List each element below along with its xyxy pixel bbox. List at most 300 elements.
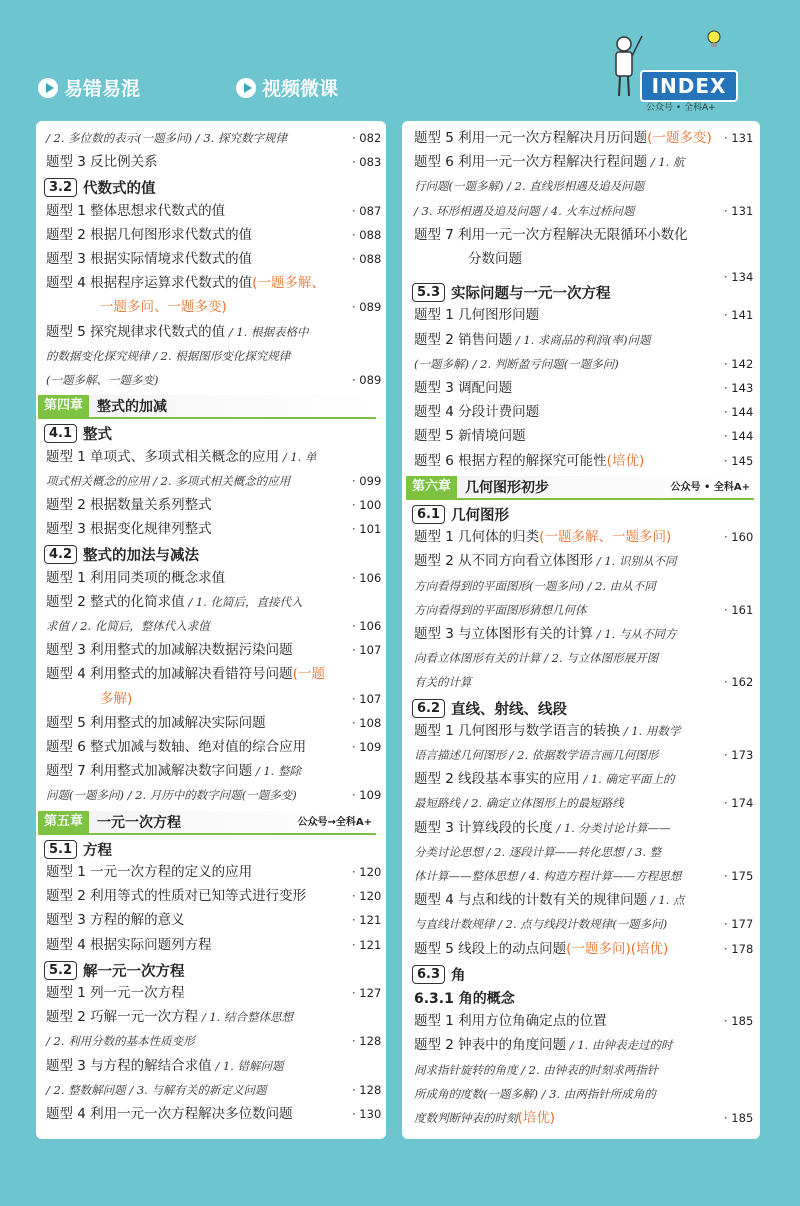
item-detail: 度数判断钟表的时刻 — [414, 1111, 518, 1125]
item-label: 题型 4 — [46, 275, 91, 292]
header-bar — [0, 0, 800, 113]
item-label: 题型 6 — [46, 739, 91, 755]
toc-item[interactable] — [46, 1102, 293, 1126]
item-title: 单项式、多项式相关概念的应用 — [90, 448, 280, 465]
item-title: 分段计费问题 — [458, 404, 540, 421]
item-tag: (培优) — [517, 1110, 556, 1126]
page-number: · 121 — [352, 937, 382, 952]
item-label: 题型 5 — [46, 714, 91, 731]
toc-item[interactable] — [414, 376, 512, 400]
item-detail: 行问题 — [414, 179, 449, 194]
item-title: 利用一元一次方程解决多位数问题 — [90, 1106, 293, 1122]
page-number: · 141 — [724, 308, 754, 323]
section-number: 4.2 — [44, 545, 77, 564]
toc-item-cont[interactable] — [414, 791, 624, 815]
item-title: 根据程序运算求代数式的值 — [90, 275, 253, 292]
toc-item-cont[interactable] — [414, 743, 658, 767]
item-detail: 与直线计数规律 / 2. 点与线段计数规律 — [414, 917, 613, 932]
toc-item[interactable] — [414, 549, 677, 573]
item-detail: 向看立体图形有关的计算 / 2. 与立体图形展开图 — [414, 651, 659, 666]
section-title: 直线、射线、线段 — [451, 701, 568, 718]
toc-item-cont[interactable] — [46, 1029, 195, 1053]
subsection-heading[interactable]: 6.3.1 角的概念 — [414, 991, 515, 1007]
section-title: 整式 — [83, 427, 113, 444]
item-title: 分数问题 — [468, 251, 522, 267]
index-badge: INDEX — [640, 70, 738, 102]
toc-item[interactable] — [414, 1033, 672, 1057]
item-label: 题型 3 — [46, 912, 91, 929]
item-detail: / 1. 化简后，直接代入 — [184, 594, 303, 609]
toc-item-cont[interactable] — [414, 670, 472, 694]
item-label: 题型 2 — [46, 226, 91, 243]
item-title: 与方程的解结合求值 — [90, 1057, 212, 1074]
toc-item-cont[interactable] — [414, 1106, 555, 1130]
chapter-badge: 第四章 — [38, 395, 89, 417]
toc-item-cont[interactable] — [100, 687, 132, 711]
page-number: · 145 — [724, 453, 754, 468]
chapter-underline — [406, 498, 754, 500]
toc-item-cont[interactable] — [46, 1078, 266, 1102]
item-tag: (一题多解、一题多变) — [46, 373, 159, 387]
section-heading[interactable] — [412, 698, 567, 719]
item-title: 根据实际问题列方程 — [90, 936, 212, 953]
item-title: 利用整式加减解决数字问题 — [90, 763, 253, 780]
chapter-heading[interactable] — [38, 811, 376, 833]
item-title: 几何体的归类 — [458, 529, 540, 546]
page-number: · 185 — [724, 1014, 754, 1029]
toc-item[interactable] — [414, 126, 712, 150]
item-tag: (一题多解) — [483, 1086, 538, 1101]
item-label: 题型 3 — [414, 819, 459, 836]
page-number: · 178 — [724, 941, 754, 956]
item-label: 题型 7 — [414, 226, 459, 243]
item-title: 新情境问题 — [458, 428, 526, 445]
toc-item[interactable] — [46, 638, 293, 662]
item-title: 几何图形问题 — [458, 307, 540, 324]
toc-item-cont[interactable] — [46, 783, 297, 807]
item-detail: / 1. 由钟表走过的时 — [566, 1038, 673, 1053]
page-number: · 128 — [352, 1034, 382, 1049]
item-label: 题型 5 — [414, 428, 459, 445]
toc-item[interactable] — [414, 328, 650, 352]
section-number: 5.1 — [44, 840, 77, 859]
item-title: 与立体图形有关的计算 — [458, 626, 594, 642]
page-number: · 185 — [724, 1111, 754, 1125]
item-title: 根据方程的解探究可能性 — [458, 452, 607, 469]
item-title: 根据变化规律列整式 — [90, 521, 212, 538]
tag-errors[interactable] — [38, 74, 140, 101]
section-heading[interactable] — [412, 504, 509, 525]
item-tag: (一题多变) — [647, 130, 712, 146]
toc-item[interactable] — [46, 908, 185, 932]
page-number: · 162 — [724, 675, 754, 690]
toc-item[interactable] — [46, 150, 158, 174]
section-title: 整式的加法与减法 — [83, 548, 200, 565]
item-label: 题型 1 — [414, 722, 459, 739]
page-number: · 082 — [352, 131, 382, 145]
tag-video-label: 视频微课 — [262, 78, 339, 100]
item-tag: (一题多解、 — [252, 275, 325, 292]
section-heading[interactable] — [44, 839, 112, 860]
page-number: · 134 — [724, 270, 754, 285]
toc-item[interactable] — [46, 271, 325, 295]
page-number: · 088 — [352, 252, 382, 266]
item-label: 题型 2 — [46, 497, 91, 513]
page-number: · 128 — [352, 1082, 382, 1097]
toc-item-cont[interactable] — [414, 199, 634, 223]
item-label: 题型 1 — [414, 1013, 459, 1030]
toc-item[interactable] — [46, 981, 185, 1005]
item-label: 题型 2 — [46, 888, 91, 905]
item-title: 与点和线的计数有关的规律问题 — [458, 892, 648, 909]
page-number: · 106 — [352, 570, 382, 585]
section-title: 解一元一次方程 — [83, 963, 185, 980]
item-label: 题型 3 — [46, 154, 91, 171]
toc-item[interactable] — [414, 449, 644, 473]
toc-item-cont[interactable] — [46, 368, 158, 392]
page-number: · 130 — [352, 1107, 382, 1121]
item-title: 整体思想求代数式的值 — [90, 202, 226, 219]
page-number: · 108 — [352, 715, 382, 730]
toc-item[interactable] — [414, 622, 677, 646]
item-label: 题型 1 — [46, 448, 91, 465]
page-number: · 177 — [724, 917, 754, 932]
item-label: 题型 1 — [46, 202, 91, 219]
item-title: 利用整式的加减解决看错符号问题 — [90, 666, 293, 683]
item-label: 题型 4 — [46, 666, 91, 683]
item-label: 题型 5 — [414, 130, 459, 146]
page-number: · 127 — [352, 986, 382, 1000]
item-title: 一元一次方程的定义的应用 — [90, 864, 253, 880]
item-detail: / 2. 判断盈亏问题 — [468, 356, 564, 371]
toc-item[interactable] — [46, 759, 301, 783]
item-detail: 体计算——整体思想 / 4. 构造方程计算——方程思想 — [414, 869, 682, 883]
item-detail: / 1. 与从不同方 — [593, 627, 677, 641]
toc-item[interactable] — [46, 884, 306, 908]
item-label: 题型 1 — [414, 529, 459, 546]
chapter-aside: 公众号→全科A+ — [297, 816, 372, 828]
toc-item[interactable] — [46, 933, 212, 957]
item-detail: 所成角的度数 — [414, 1086, 483, 1101]
toc-item-cont[interactable] — [414, 598, 587, 622]
item-title: 利用方位角确定点的位置 — [458, 1013, 607, 1030]
item-detail: 分类讨论思想 / 2. 逐段计算——转化思想 / 3. 整 — [414, 844, 662, 859]
toc-item-cont[interactable] — [414, 1058, 658, 1082]
item-label: 题型 2 — [414, 331, 459, 348]
toc-item-cont[interactable] — [100, 295, 227, 319]
page-number: · 121 — [352, 913, 382, 928]
page-number: · 173 — [724, 748, 754, 762]
toc-item[interactable] — [46, 735, 306, 759]
toc-item[interactable] — [46, 1054, 284, 1078]
item-tag: (一题多解) — [448, 179, 504, 194]
index-subtitle: 公众号 • 全科A+ — [646, 103, 716, 113]
item-tag: (一题多问) — [69, 788, 124, 803]
item-title: 利用一元一次方程解决月历问题 — [458, 130, 648, 146]
page-number: · 099 — [352, 473, 382, 488]
item-tag: (一题多问) — [612, 917, 668, 932]
page-number: · 144 — [724, 405, 754, 420]
item-label: 题型 2 — [414, 1037, 459, 1054]
item-label: 题型 3 — [46, 521, 91, 538]
tag-video[interactable] — [236, 74, 338, 101]
item-detail: / 1. 分类讨论计算—— — [552, 820, 671, 835]
toc-item-cont[interactable] — [414, 646, 658, 670]
item-detail: / 2. 整数解问题 / 3. 与解有关的新定义问题 — [46, 1082, 267, 1097]
toc-item[interactable] — [46, 662, 325, 686]
item-tag: (一题多解、一题多问) — [539, 529, 672, 546]
toc-item[interactable] — [414, 719, 681, 743]
toc-item[interactable] — [414, 767, 674, 791]
toc-item[interactable] — [414, 525, 671, 549]
item-detail: 项式相关概念的应用 / 2. 多项式相关概念的应用 — [46, 473, 291, 488]
item-detail: 的数据变化探究规律 / 2. 根据图形变化探究规律 — [46, 348, 291, 363]
page-number: · 131 — [724, 203, 754, 218]
page-number: · 175 — [724, 869, 754, 883]
section-number: 4.1 — [44, 424, 77, 443]
toc-item-cont[interactable] — [46, 469, 290, 493]
toc-item-cont[interactable] — [46, 344, 290, 368]
toc-item-cont[interactable] — [414, 1082, 656, 1106]
section-heading[interactable] — [44, 544, 199, 565]
item-detail: / 1. 点 — [647, 893, 685, 908]
section-title: 实际问题与一元一次方程 — [451, 286, 611, 303]
tag-errors-label: 易错易混 — [64, 78, 141, 100]
item-tag: (一题多问) — [529, 578, 584, 593]
item-detail: / 2. 由从不同 — [583, 578, 656, 593]
item-detail: / 1. 航 — [647, 155, 685, 170]
item-tag: (一题多问) — [137, 131, 193, 145]
section-number: 3.2 — [44, 178, 77, 197]
item-title: 方程的解的意义 — [90, 912, 185, 929]
chapter-heading[interactable] — [406, 476, 754, 498]
section-number: 5.3 — [412, 283, 445, 302]
toc-item[interactable] — [46, 247, 252, 271]
toc-item[interactable] — [414, 816, 670, 840]
section-title: 几何图形 — [451, 508, 510, 524]
page-number: · 088 — [352, 227, 382, 242]
item-detail: / 3. 环形相遇及追及问题 / 4. 火车过桥问题 — [414, 203, 635, 218]
item-tag: (一题多问)(培优) — [566, 940, 669, 957]
item-title: 利用等式的性质对已知等式进行变形 — [90, 888, 307, 905]
toc-item[interactable] — [46, 517, 212, 541]
section-number: 6.3 — [412, 965, 445, 984]
toc-item[interactable] — [46, 493, 212, 517]
toc-item[interactable] — [414, 303, 539, 327]
item-title: 利用同类项的概念求值 — [90, 569, 226, 586]
toc-item[interactable] — [46, 445, 317, 469]
page-number: · 083 — [352, 155, 382, 170]
item-detail: 语言描述几何图形 / 2. 依据数学语言画几何图形 — [414, 748, 659, 762]
page-number: · 107 — [352, 643, 382, 658]
page-number: · 087 — [352, 203, 382, 218]
section-heading[interactable] — [412, 282, 611, 303]
section-title: 角 — [451, 967, 466, 984]
item-title: 利用一元一次方程解决行程问题 — [458, 154, 648, 171]
item-label: 题型 2 — [46, 1009, 91, 1026]
item-title: 利用一元一次方程解决无限循环小数化 — [458, 226, 688, 243]
toc-item-cont[interactable] — [414, 352, 619, 376]
item-detail: / 2. 利用分数的基本性质变形 — [46, 1034, 195, 1049]
item-title: 反比例关系 — [90, 154, 158, 171]
toc-item[interactable] — [46, 860, 252, 884]
item-detail: / 3. 探究数字规律 — [192, 131, 287, 145]
item-title: 线段基本事实的应用 — [458, 771, 580, 788]
page-number: · 107 — [352, 691, 382, 706]
chapter-badge: 第六章 — [406, 476, 457, 498]
toc-item[interactable] — [414, 1009, 607, 1033]
toc-item-cont[interactable] — [468, 247, 522, 271]
item-label: 题型 3 — [414, 626, 459, 642]
item-title: 计算线段的长度 — [458, 819, 553, 836]
chapter-aside: 公众号 • 全科A+ — [670, 481, 750, 493]
page-number: · 131 — [724, 131, 754, 145]
section-title: 方程 — [83, 842, 113, 859]
toc-item[interactable] — [414, 400, 539, 424]
item-label: 题型 1 — [46, 569, 91, 586]
item-title: 线段上的动点问题 — [458, 940, 567, 957]
toc-item[interactable] — [46, 711, 266, 735]
page-number: · 174 — [724, 796, 754, 811]
chapter-title: 整式的加减 — [97, 399, 168, 416]
page-number: · 161 — [724, 602, 754, 617]
section-number: 6.2 — [412, 699, 445, 718]
toc-item[interactable] — [414, 424, 526, 448]
item-title: 钟表中的角度问题 — [458, 1037, 567, 1054]
item-tag: (一题多问) — [563, 356, 619, 371]
item-detail: / 1. 根据表格中 — [225, 324, 309, 339]
item-label: 题型 7 — [46, 763, 91, 780]
person-icon — [604, 30, 644, 100]
item-label: 题型 1 — [46, 985, 91, 1001]
section-heading[interactable] — [44, 177, 156, 198]
item-title: 探究规律求代数式的值 — [90, 323, 226, 340]
toc-item[interactable] — [46, 1005, 293, 1029]
item-label: 题型 3 — [46, 251, 91, 267]
item-title: 利用整式的加减解决实际问题 — [90, 714, 266, 731]
item-detail: 间求指针旋转的角度 / 2. 由钟表的时刻求两指针 — [414, 1062, 659, 1077]
item-detail: / 1. 求商品的利润(率)问题 — [512, 332, 651, 347]
item-title: 巧解一元一次方程 — [90, 1009, 199, 1026]
play-icon — [38, 78, 58, 98]
section-number: 5.2 — [44, 961, 77, 980]
toc-item[interactable] — [46, 320, 309, 344]
item-title: 从不同方向看立体图形 — [458, 553, 594, 570]
item-label: 题型 6 — [414, 452, 459, 469]
item-label: 题型 4 — [46, 936, 91, 953]
chapter-title: 几何图形初步 — [465, 479, 550, 496]
page-number: · 100 — [352, 498, 382, 512]
item-label: 题型 2 — [46, 593, 91, 610]
chapter-underline — [38, 833, 376, 835]
play-icon — [236, 78, 256, 98]
section-heading[interactable] — [44, 960, 185, 981]
item-detail: 方向看得到的平面图形猜想几何体 — [414, 602, 587, 617]
item-detail: / 1. 确定平面上的 — [579, 772, 675, 787]
page-number: · 101 — [352, 522, 382, 537]
item-label: 题型 5 — [46, 323, 91, 340]
item-label: 题型 5 — [414, 940, 459, 957]
section-number: 6.1 — [412, 505, 445, 524]
item-detail: 方向看得到的平面图形 — [414, 578, 529, 593]
chapter-title: 一元一次方程 — [97, 814, 182, 831]
page-number: · 120 — [352, 889, 382, 904]
item-detail: 问题 — [46, 788, 69, 803]
item-label: 题型 1 — [414, 307, 459, 324]
toc-item[interactable] — [46, 126, 287, 150]
page-number: · 160 — [724, 530, 754, 545]
item-title: 销售问题 — [458, 331, 513, 348]
item-label: 题型 3 — [46, 1057, 91, 1074]
item-detail: 最短路线 / 2. 确定立体图形上的最短路线 — [414, 796, 624, 811]
item-tag: (培优) — [606, 452, 645, 469]
item-detail: / 1. 识别从不同 — [593, 554, 677, 569]
toc-item-cont[interactable] — [414, 864, 681, 888]
page-number: · 143 — [724, 381, 754, 395]
item-title: 根据几何图形求代数式的值 — [90, 226, 253, 243]
item-detail: / 2. 月历中的数字问题 — [123, 788, 242, 803]
item-tag: (一题 — [292, 666, 325, 683]
toc-item[interactable] — [46, 199, 225, 223]
item-detail: / 1. 结合整体思想 — [198, 1010, 293, 1025]
item-detail: 有关的计算 — [414, 675, 472, 690]
item-tag: (一题多变) — [241, 788, 297, 803]
toc-item[interactable] — [414, 888, 685, 912]
item-label: 题型 6 — [414, 154, 459, 171]
page-number: · 089 — [352, 300, 382, 315]
toc-item[interactable] — [46, 590, 302, 614]
item-label: 题型 4 — [414, 404, 459, 421]
page-number: · 142 — [724, 356, 754, 371]
toc-item-cont[interactable] — [46, 614, 210, 638]
item-label: 题型 4 — [46, 1106, 91, 1122]
page-number: · 120 — [352, 865, 382, 879]
section-heading[interactable] — [44, 423, 112, 444]
item-detail: / 1. 错解问题 — [211, 1058, 284, 1073]
page-number: · 089 — [352, 373, 382, 387]
toc-item-cont[interactable] — [414, 840, 661, 864]
item-tag: (一题多解) — [414, 356, 469, 371]
item-title: 整式加减与数轴、绝对值的综合应用 — [90, 739, 307, 755]
item-label: 题型 4 — [414, 892, 459, 909]
item-title: 几何图形与数学语言的转换 — [458, 722, 621, 739]
item-detail: / 2. 多位数的表示 — [46, 131, 138, 145]
toc-item[interactable] — [414, 223, 688, 247]
item-detail: / 1. 单 — [279, 449, 317, 464]
toc-item-cont[interactable] — [414, 912, 667, 936]
item-detail: / 1. 用数学 — [620, 723, 681, 738]
lightbulb-icon — [706, 30, 722, 50]
item-label: 题型 3 — [414, 380, 459, 396]
toc-item-cont[interactable] — [414, 174, 644, 198]
item-title: 利用整式的加减解决数据污染问题 — [90, 642, 293, 659]
toc-item-cont[interactable] — [414, 574, 656, 598]
toc-item[interactable] — [46, 566, 225, 590]
section-heading[interactable] — [412, 964, 466, 985]
toc-item[interactable] — [414, 150, 685, 174]
item-label: 题型 3 — [46, 642, 91, 659]
item-title: 调配问题 — [458, 380, 513, 396]
item-label: 题型 2 — [414, 771, 459, 788]
toc-item[interactable] — [46, 223, 252, 247]
item-detail: / 3. 由两指针所成角的 — [537, 1086, 656, 1101]
item-title: 列一元一次方程 — [90, 985, 185, 1001]
chapter-heading[interactable] — [38, 395, 376, 417]
item-title: 根据实际情境求代数式的值 — [90, 251, 253, 267]
item-label: 题型 1 — [46, 864, 91, 880]
chapter-badge: 第五章 — [38, 811, 89, 833]
toc-item[interactable] — [414, 937, 668, 961]
